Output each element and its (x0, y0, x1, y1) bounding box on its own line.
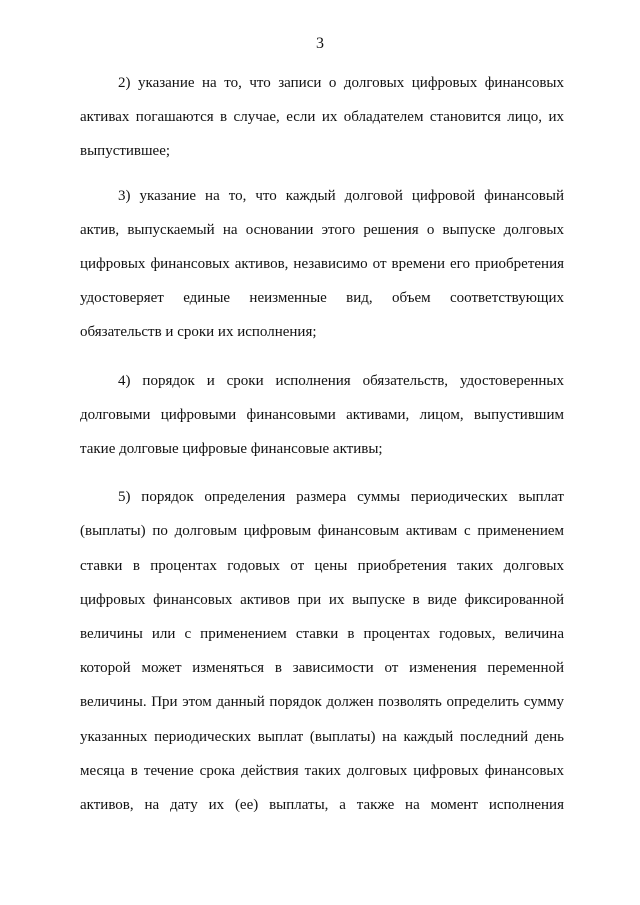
text-line: долговыми цифровыми финансовыми активами, лицом, выпустившим (80, 406, 564, 423)
text-line: цифровых финансовых активов, независимо от времени его приобретения (80, 256, 564, 273)
text-line: ставки в процентах годовых от цены приобретения таких долговых (80, 557, 564, 574)
text-line: которой может изменяться в зависимости от изменения переменной (80, 660, 564, 677)
text-line: удостоверяет единые неизменные вид, объем соответствующих (80, 290, 564, 307)
text-line: цифровых финансовых активов при их выпуске в виде фиксированной (80, 591, 564, 608)
text-line: указанных периодических выплат (выплаты) на каждый последний день (80, 728, 564, 745)
text-line: обязательств и сроки их исполнения; (80, 324, 317, 341)
text-line: 2) указание на то, что записи о долговых цифровых финансовых (118, 75, 564, 91)
paragraph-item-4 (80, 364, 564, 467)
text-line: (выплаты) по долговым цифровым финансовым активам с применением (80, 523, 564, 540)
text-line: величины. При этом данный порядок должен позволять определить сумму (80, 694, 564, 711)
text-line: выпустившее; (80, 143, 171, 160)
text-line: такие долговые цифровые финансовые активы; (80, 441, 383, 458)
text-line: 5) порядок определения размера суммы периодических выплат (118, 489, 564, 506)
text-line: 3) указание на то, что каждый долговой цифровой финансовый (118, 187, 564, 204)
text-line: месяца в течение срока действия таких долговых цифровых финансовых (80, 762, 564, 779)
text-line: величины или с применением ставки в процентах годовых, величина (80, 626, 564, 643)
text-line: 4) порядок и сроки исполнения обязательств, удостоверенных (118, 372, 564, 389)
text-line: активов, на дату их (ее) выплаты, а также на момент исполнения (80, 797, 564, 814)
paragraph-item-5 (80, 480, 564, 822)
page-number: 3 (316, 35, 324, 52)
document-body (80, 66, 564, 836)
paragraph-item-3 (80, 179, 564, 350)
text-line: актив, выпускаемый на основании этого решения о выпуске долговых (80, 221, 564, 238)
text-line: активах погашаются в случае, если их обладателем становится лицо, их (80, 109, 564, 126)
paragraph-item-2 (80, 66, 564, 169)
